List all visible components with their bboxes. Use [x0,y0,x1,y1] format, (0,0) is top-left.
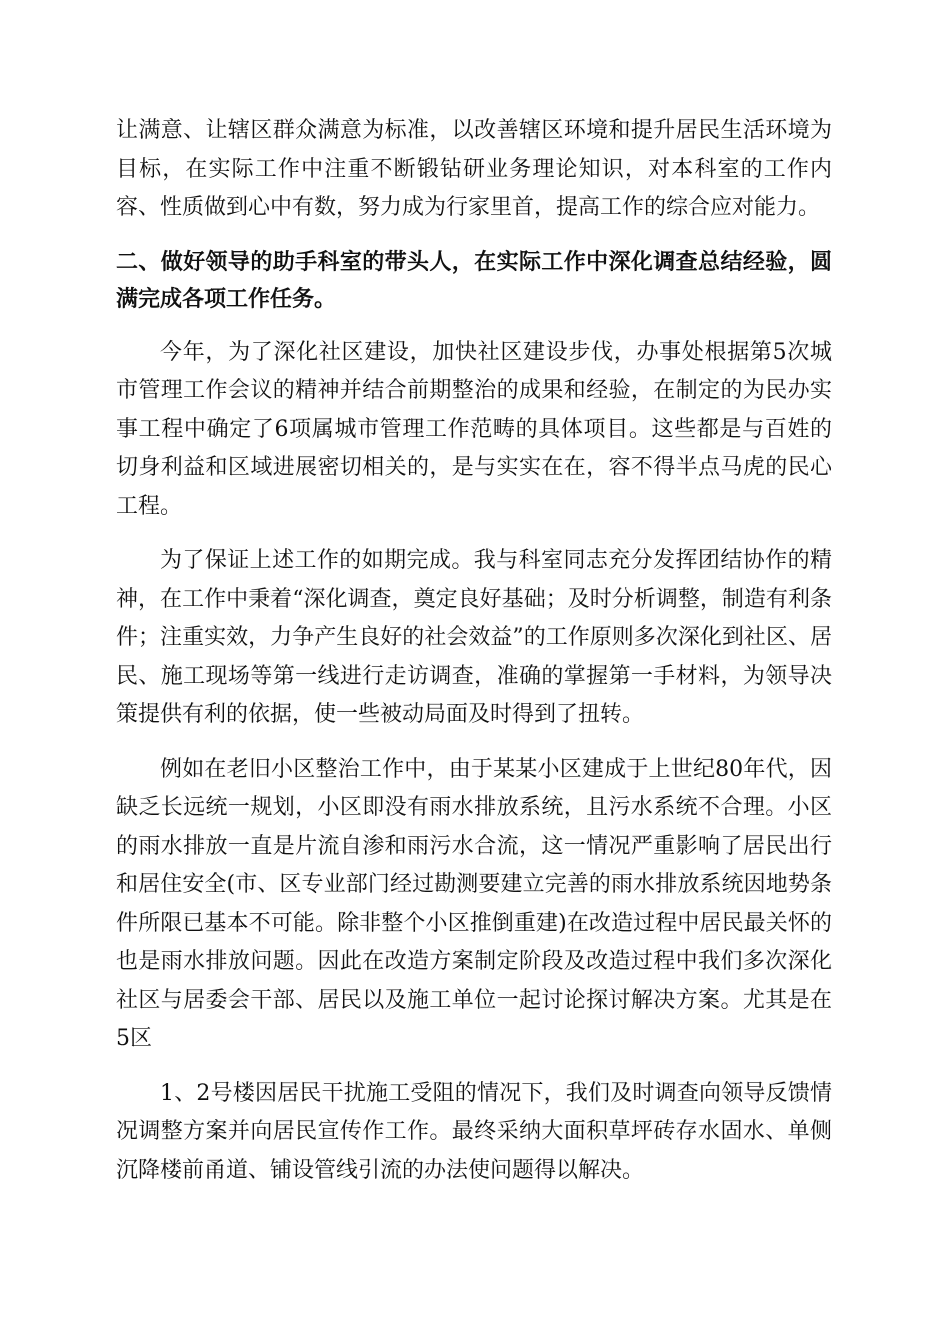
body-paragraph: 例如在老旧小区整治工作中，由于某某小区建成于上世纪80年代，因缺乏长远统一规划，小区即没有雨水排放系统，且污水系统不合理。小区的雨水排放一直是片流自渗和雨污水合流，这一情况严重影响了居民出行和居住安全(市、区专业部门经过勘测要建立完善的雨水排放系统因地势条件所限已基本不可能。除非整个小区推倒重建)在改造过程中居民最关怀的也是雨水排放问题。因此在改造方案制定阶段及改造过程中我们多次深化社区与居委会干部、居民以及施工单位一起讨论探讨解决方案。尤其是在5区 [116,756,832,1051]
section-heading: 二、做好领导的助手科室的带头人，在实际工作中深化调查总结经验，圆满完成各项工作任务。 [116,249,832,312]
body-paragraph: 1、2号楼因居民干扰施工受阻的情况下，我们及时调查向领导反馈情况调整方案并向居民宣传作工作。最终采纳大面积草坪砖存水固水、单侧沉降楼前甬道、铺设管线引流的办法使问题得以解决。 [116,1080,832,1183]
body-paragraph: 今年，为了深化社区建设，加快社区建设步伐，办事处根据第5次城市管理工作会议的精神并结合前期整治的成果和经验，在制定的为民办实事工程中确定了6项属城市管理工作范畴的具体项目。这些都是与百姓的切身利益和区域进展密切相关的，是与实实在在，容不得半点马虎的民心工程。 [116,339,832,519]
continuation-paragraph: 让满意、让辖区群众满意为标准，以改善辖区环境和提升居民生活环境为目标，在实际工作中注重不断锻钻研业务理论知识，对本科室的工作内容、性质做到心中有数，努力成为行家里首，提高工作的综合应对能力。 [116,118,832,220]
document-body [116,112,832,1190]
body-paragraph: 为了保证上述工作的如期完成。我与科室同志充分发挥团结协作的精神，在工作中秉着“深化调查，奠定良好基础；及时分析调整，制造有利条件；注重实效，力争产生良好的社会效益”的工作原则多次深化到社区、居民、施工现场等第一线进行走访调查，准确的掌握第一手材料，为领导决策提供有利的依据，使一些被动局面及时得到了扭转。 [116,548,832,727]
